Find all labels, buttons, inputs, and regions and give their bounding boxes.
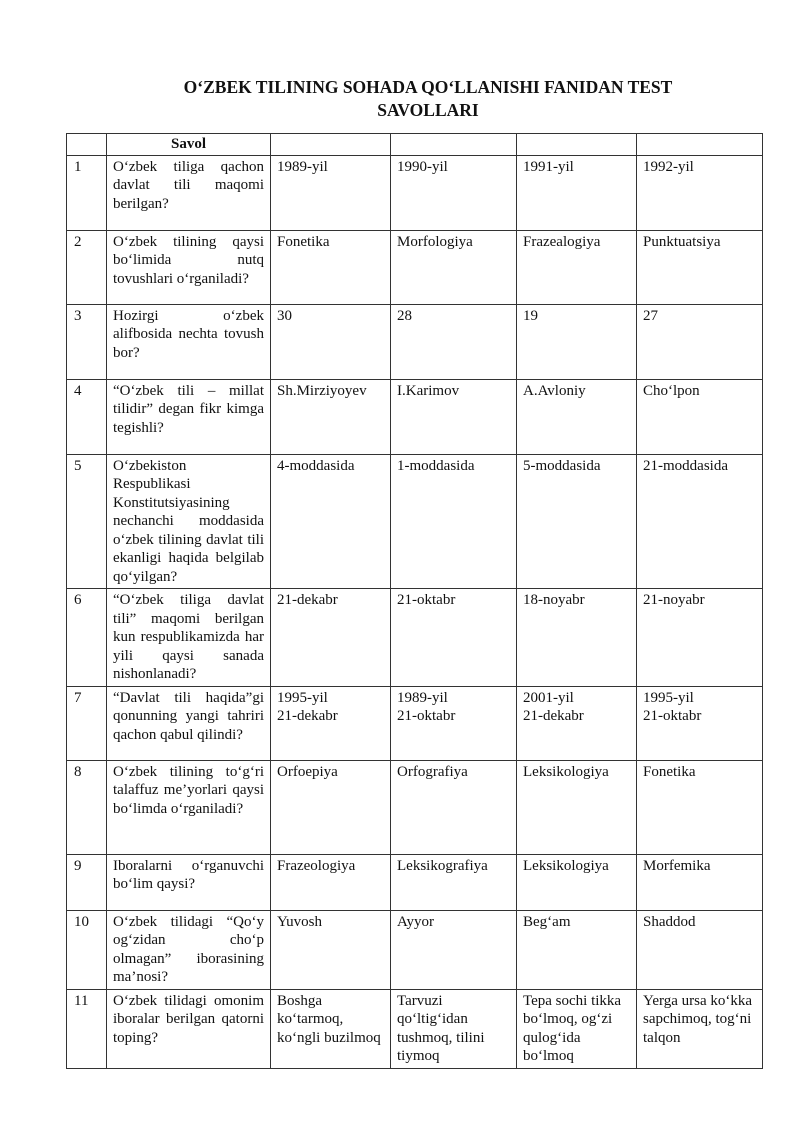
answer-option-d: Shaddod (637, 910, 763, 989)
answer-option-c: Tepa sochi tikka bo‘lmoq, og‘zi qulog‘ida bo‘lmoq (517, 989, 637, 1068)
answer-option-d: 21-moddasida (637, 454, 763, 589)
table-row (67, 304, 763, 379)
answer-option-d: 1992-yil (637, 155, 763, 230)
answer-option-a: Frazeologiya (271, 854, 391, 910)
answer-option-a: Yuvosh (271, 910, 391, 989)
table-row (67, 854, 763, 910)
answer-option-d: 27 (637, 304, 763, 379)
answer-option-d: Yerga ursa ko‘kka sapchimoq, tog‘ni talqon (637, 989, 763, 1068)
question-text: O‘zbek tiliga qachon davlat tili maqomi berilgan? (107, 155, 271, 230)
answer-option-c: Leksikologiya (517, 854, 637, 910)
table-row (67, 686, 763, 760)
answer-option-c: 2001-yil 21-dekabr (517, 686, 637, 760)
header-option-c (517, 134, 637, 156)
table-row (67, 155, 763, 230)
answer-option-c: 19 (517, 304, 637, 379)
title-line-2: SAVOLLARI (377, 100, 479, 120)
answer-option-c: Leksikologiya (517, 760, 637, 854)
answer-option-d: Cho‘lpon (637, 379, 763, 454)
test-questions-table (66, 133, 763, 1069)
answer-option-a: 30 (271, 304, 391, 379)
table-row (67, 989, 763, 1068)
answer-option-c: A.Avloniy (517, 379, 637, 454)
table-row (67, 230, 763, 304)
question-number: 7 (67, 686, 107, 760)
question-text: O‘zbek tilidagi omonim iboralar berilgan qatorni toping? (107, 989, 271, 1068)
answer-option-c: Frazealogiya (517, 230, 637, 304)
header-option-b (391, 134, 517, 156)
answer-option-b: Tarvuzi qo‘ltig‘idan tushmoq, tilini tiymoq (391, 989, 517, 1068)
answer-option-b: 1989-yil 21-oktabr (391, 686, 517, 760)
title-line-1: O‘ZBEK TILINING SOHADA QO‘LLANISHI FANIDAN TEST (183, 77, 673, 97)
table-row (67, 454, 763, 589)
answer-option-a: 1995-yil 21-dekabr (271, 686, 391, 760)
answer-option-b: Leksikografiya (391, 854, 517, 910)
answer-option-a: 4-moddasida (271, 454, 391, 589)
question-text: O‘zbek tilining to‘g‘ri talaffuz me’yorlari qaysi bo‘limda o‘rganiladi? (107, 760, 271, 854)
question-number: 3 (67, 304, 107, 379)
document-title (120, 76, 736, 122)
answer-option-a: Boshga ko‘tarmoq, ko‘ngli buzilmoq (271, 989, 391, 1068)
header-question: Savol (107, 134, 271, 156)
question-text: Hozirgi o‘zbek alifbosida nechta tovush bor? (107, 304, 271, 379)
answer-option-d: 21-noyabr (637, 589, 763, 687)
table-row (67, 760, 763, 854)
answer-option-b: I.Karimov (391, 379, 517, 454)
answer-option-c: 18-noyabr (517, 589, 637, 687)
answer-option-c: Beg‘am (517, 910, 637, 989)
answer-option-d: 1995-yil 21-oktabr (637, 686, 763, 760)
question-text: O‘zbekiston Respublikasi Konstitutsiyasining nechanchi moddasida o‘zbek tilining davlat tili ekanligi haqida belgilab qo‘yilgan? (107, 454, 271, 589)
question-number: 2 (67, 230, 107, 304)
answer-option-b: 21-oktabr (391, 589, 517, 687)
table-row (67, 589, 763, 687)
question-text: “Davlat tili haqida”gi qonunning yangi tahriri qachon qabul qilindi? (107, 686, 271, 760)
question-number: 10 (67, 910, 107, 989)
table-body (67, 155, 763, 1068)
question-text: “O‘zbek tiliga davlat tili” maqomi berilgan kun respublikamizda har yili qaysi sanada nishonlanadi? (107, 589, 271, 687)
answer-option-c: 1991-yil (517, 155, 637, 230)
table-header-row (67, 134, 763, 156)
question-number: 8 (67, 760, 107, 854)
header-num (67, 134, 107, 156)
answer-option-d: Punktuatsiya (637, 230, 763, 304)
header-option-d (637, 134, 763, 156)
question-text: O‘zbek tilidagi “Qo‘y og‘zidan cho‘p olmagan” iborasining ma’nosi? (107, 910, 271, 989)
question-number: 4 (67, 379, 107, 454)
answer-option-b: 1-moddasida (391, 454, 517, 589)
question-number: 11 (67, 989, 107, 1068)
table-row (67, 379, 763, 454)
question-number: 6 (67, 589, 107, 687)
question-text: O‘zbek tilining qaysi bo‘limida nutq tovushlari o‘rganiladi? (107, 230, 271, 304)
question-text: Iboralarni o‘rganuvchi bo‘lim qaysi? (107, 854, 271, 910)
answer-option-d: Morfemika (637, 854, 763, 910)
answer-option-a: 1989-yil (271, 155, 391, 230)
answer-option-c: 5-moddasida (517, 454, 637, 589)
question-text: “O‘zbek tili – millat tilidir” degan fikr kimga tegishli? (107, 379, 271, 454)
answer-option-b: 1990-yil (391, 155, 517, 230)
answer-option-a: Fonetika (271, 230, 391, 304)
answer-option-a: Sh.Mirziyoyev (271, 379, 391, 454)
answer-option-b: Morfologiya (391, 230, 517, 304)
question-number: 9 (67, 854, 107, 910)
question-number: 5 (67, 454, 107, 589)
question-number: 1 (67, 155, 107, 230)
answer-option-b: Orfografiya (391, 760, 517, 854)
table-row (67, 910, 763, 989)
answer-option-a: 21-dekabr (271, 589, 391, 687)
answer-option-b: 28 (391, 304, 517, 379)
answer-option-a: Orfoepiya (271, 760, 391, 854)
answer-option-d: Fonetika (637, 760, 763, 854)
answer-option-b: Ayyor (391, 910, 517, 989)
header-option-a (271, 134, 391, 156)
